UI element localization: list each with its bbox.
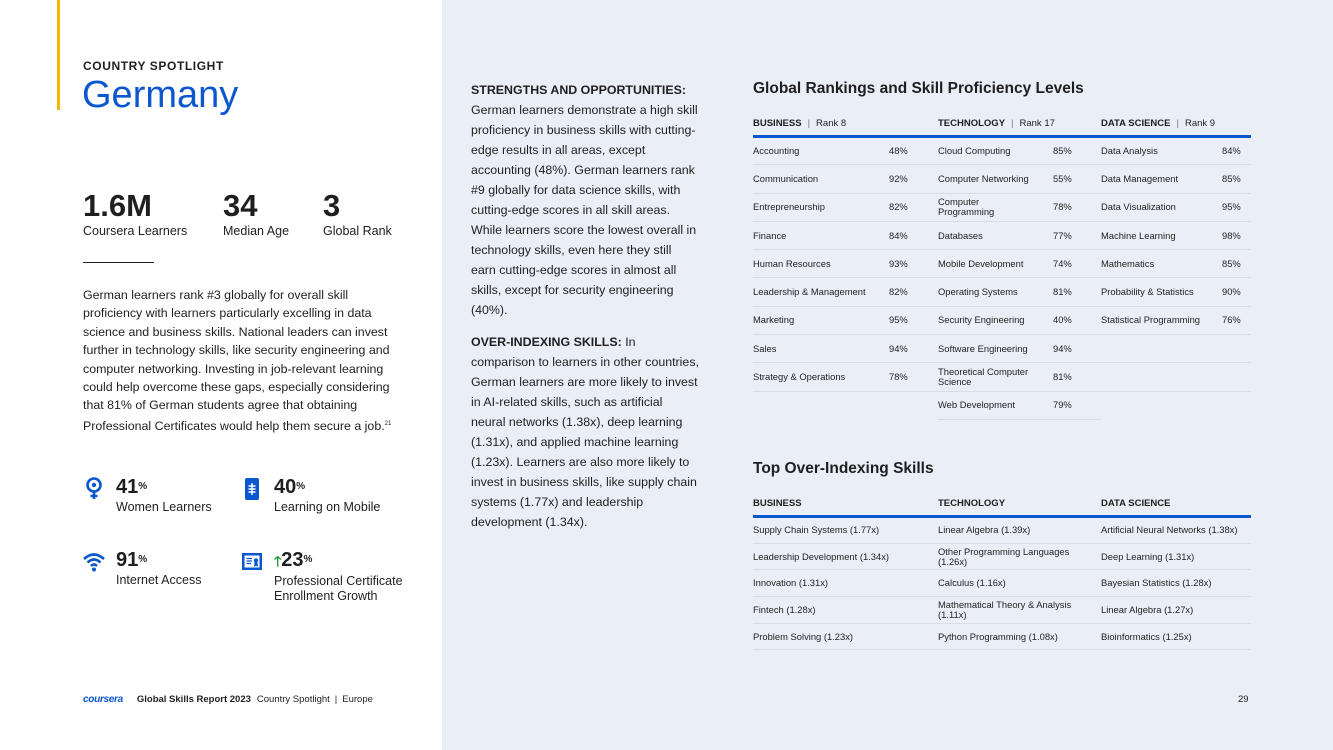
arrow-up-icon: 🡑 [274, 553, 282, 569]
strengths-paragraph: STRENGTHS AND OPPORTUNITIES: German learners demonstrate a high skill proficiency in business skills with cutting-edge results in all areas, except accounting (48%). German learners rank #9 globally for data science skills, with cutting-edge scores in all skill areas. While learners score the lowest overall in technology skills, even here they still earn cutting-edge scores in almost all skills, except for security engineering (40%). [471, 83, 698, 317]
certificate-icon [241, 550, 263, 574]
metric-certificate-growth [241, 549, 403, 604]
metric-value: 40% [274, 476, 306, 498]
stat-label: Global Rank [323, 224, 392, 238]
table-row: Leadership Development (1.34x) Other Programming Languages (1.26x) Deep Learning (1.31x) [753, 543, 1251, 570]
table-row: Communication 92% Computer Networking 55% Data Management 85% [753, 165, 1251, 193]
page-title: Germany [82, 74, 239, 116]
rankings-title: Global Rankings and Skill Proficiency Levels [753, 80, 1084, 97]
section-eyebrow: COUNTRY SPOTLIGHT [83, 59, 224, 73]
stat-value: 1.6M [83, 188, 152, 223]
metric-internet [83, 549, 201, 588]
intro-text: German learners rank #3 globally for overall skill proficiency with learners particularly excelling in data science and business skills. National leaders can invest further in technology skills, like security engineering and computer networking. Investing in job-relevant learning could help overcome these gaps, especially considering that 81% of German students agree that obtaining Professional Certificates would help them secure a job. [83, 288, 390, 433]
table-row: Entrepreneurship 82% Computer Programming 78% Data Visualization 95% [753, 193, 1251, 221]
metric-label: Internet Access [116, 573, 202, 587]
table-row: Marketing 95% Security Engineering 40% Statistical Programming 76% [753, 306, 1251, 334]
stat-global-rank [323, 190, 392, 238]
col-data-science: DATA SCIENCE | Rank 9 [1101, 118, 1251, 137]
mobile-icon [241, 477, 263, 501]
overindexing-table [753, 498, 1251, 650]
women-icon [83, 477, 105, 501]
overindexing-paragraph: OVER-INDEXING SKILLS: In comparison to learners in other countries, German learners are more likely to invest in AI-related skills, such as artificial neural networks (1.38x), deep learning (1.31x), and applied machine learning (1.23x). Learners are also more likely to invest in business skills, like supply chain systems (1.77x) and leadership development (1.34x). [471, 335, 699, 529]
col-data-science: DATA SCIENCE [1101, 498, 1251, 517]
footer-region: Europe [342, 694, 373, 705]
divider [83, 262, 154, 263]
metric-value: 🡑23% [274, 549, 313, 571]
metric-value: 41% [116, 476, 148, 498]
coursera-logo: coursera [83, 694, 123, 705]
col-business: BUSINESS [753, 498, 938, 517]
metric-value: 91% [116, 549, 148, 571]
metric-label: Learning on Mobile [274, 500, 381, 514]
table-row: Strategy & Operations 78% Theoretical Computer Science 81% [753, 363, 1251, 391]
table-row: Supply Chain Systems (1.77x) Linear Algebra (1.39x) Artificial Neural Networks (1.38x) [753, 517, 1251, 544]
accent-bar [57, 0, 60, 110]
metric-label: Women Learners [116, 500, 212, 514]
col-technology: TECHNOLOGY | Rank 17 [938, 118, 1101, 137]
table-row: Innovation (1.31x) Calculus (1.16x) Bayesian Statistics (1.28x) [753, 570, 1251, 597]
stat-learners [83, 190, 187, 238]
stat-value: 3 [323, 188, 341, 223]
footer [83, 694, 373, 705]
stat-label: Coursera Learners [83, 224, 188, 238]
table-row: Leadership & Management 82% Operating Systems 81% Probability & Statistics 90% [753, 278, 1251, 306]
table-row: Fintech (1.28x) Mathematical Theory & Analysis (1.11x) Linear Algebra (1.27x) [753, 597, 1251, 624]
metric-mobile [241, 476, 380, 515]
stat-median-age [223, 190, 289, 238]
footer-section: Country Spotlight [256, 694, 330, 705]
footnote-ref: 21 [384, 420, 392, 427]
table-row: Problem Solving (1.23x) Python Programming (1.08x) Bioinformatics (1.25x) [753, 623, 1251, 650]
table-row: Human Resources 93% Mobile Development 74% Mathematics 85% [753, 250, 1251, 278]
col-business: BUSINESS | Rank 8 [753, 118, 938, 137]
wifi-icon [83, 550, 105, 574]
table-row: Web Development 79% [753, 391, 1251, 419]
rankings-table [753, 118, 1251, 420]
table-row: Accounting 48% Cloud Computing 85% Data Analysis 84% [753, 137, 1251, 165]
footer-separator: | [334, 694, 338, 705]
stat-value: 34 [223, 188, 258, 223]
report-title: Global Skills Report 2023 [136, 694, 251, 705]
narrative [471, 80, 699, 544]
table-row: Finance 84% Databases 77% Machine Learning 98% [753, 221, 1251, 249]
overindexing-title: Top Over-Indexing Skills [753, 460, 934, 477]
col-technology: TECHNOLOGY [938, 498, 1101, 517]
intro-paragraph [83, 286, 405, 435]
stat-label: Median Age [223, 224, 290, 238]
table-row: Sales 94% Software Engineering 94% [753, 335, 1251, 363]
page-number: 29 [1238, 694, 1249, 705]
metric-label: Professional Certificate Enrollment Growth [274, 574, 403, 603]
metric-women [83, 476, 212, 515]
